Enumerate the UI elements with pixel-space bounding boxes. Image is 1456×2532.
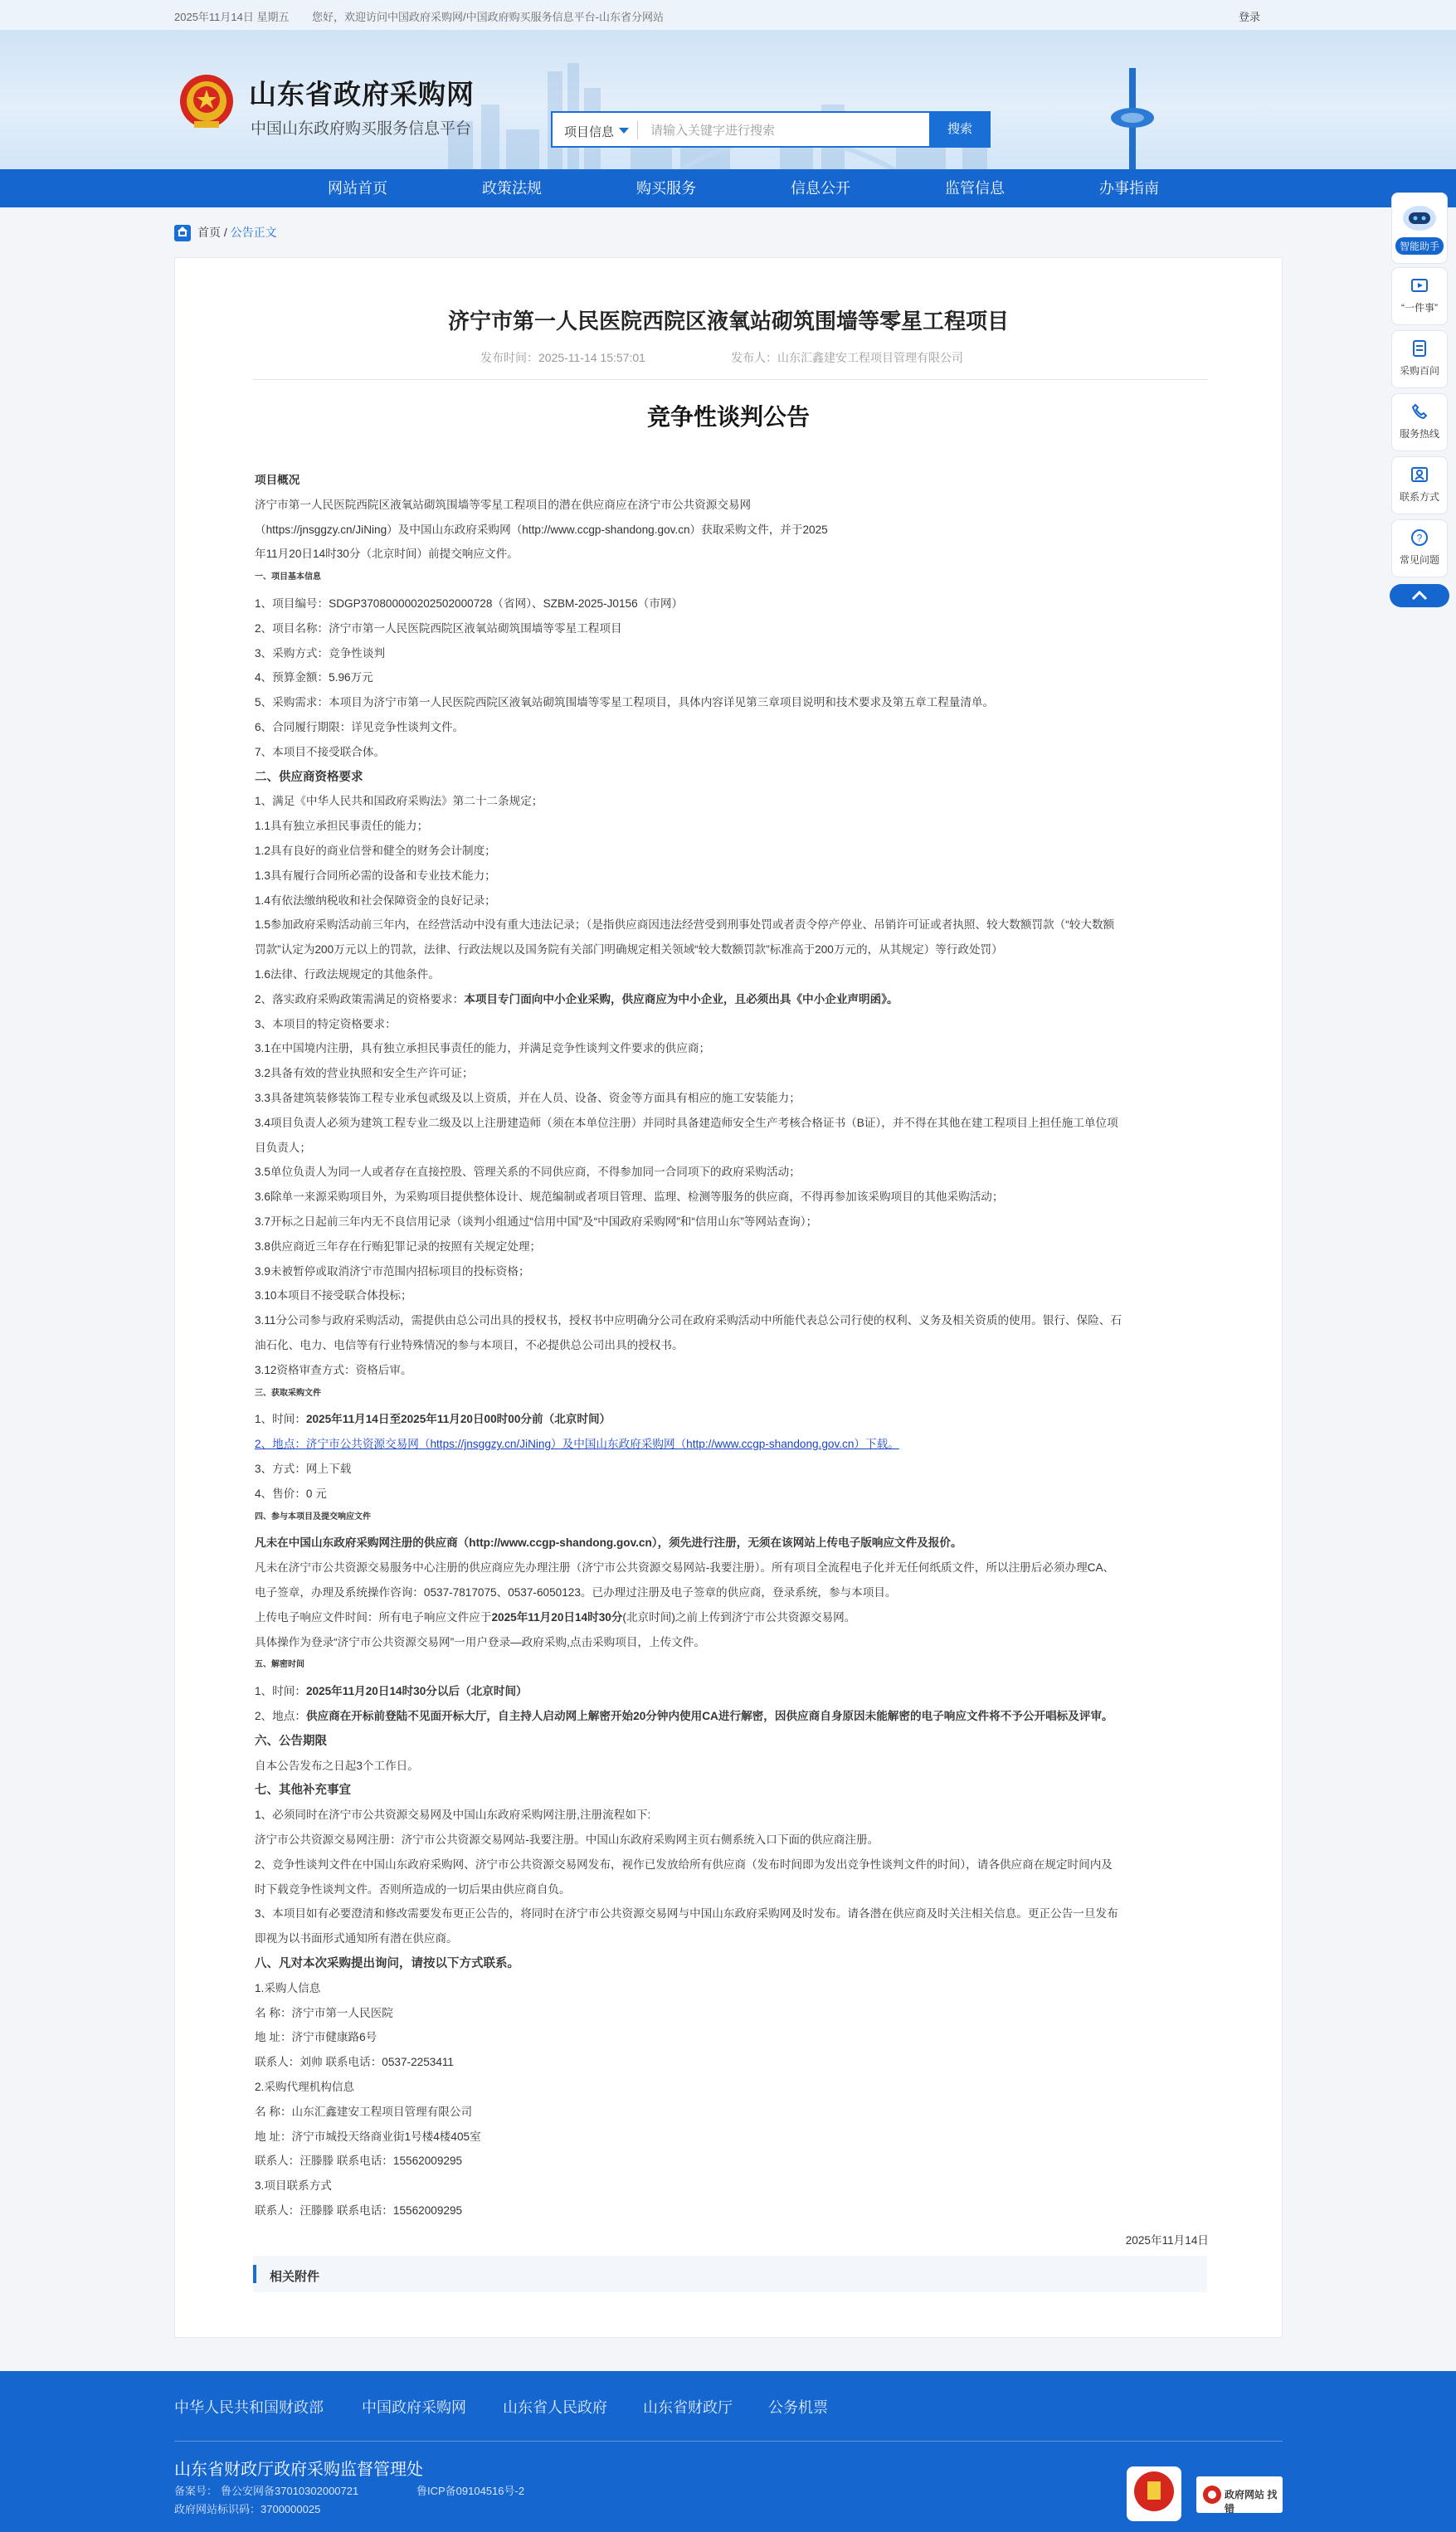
announcement-line: 2.采购代理机构信息 — [255, 2081, 355, 2093]
announcement-line: 具体操作为登录“济宁市公共资源交易网”一用户登录—政府采购,点击采购项目，上传文件。 — [255, 1635, 705, 1648]
nav-home[interactable]: 网站首页 — [328, 180, 387, 197]
welcome-text: 您好，欢迎访问中国政府采购网/中国政府购买服务信息平台-山东省分网站 — [312, 11, 664, 23]
announcement-line: 1、满足《中华人民共和国政府采购法》第二十二条规定； — [255, 795, 543, 808]
tower-landmark-decoration — [1095, 68, 1170, 169]
search-category-select[interactable]: 项目信息 — [564, 125, 615, 139]
announcement-line: 1、项目编号：SDGP370800000202502000728（省网）、SZBM-2025-J0156（市网） — [255, 597, 684, 610]
announcement-line: 1.5参加政府采购活动前三年内，在经营活动中没有重大违法记录；（是指供应商因违法经营受到刑事处罚或者责令停产停业、吊销许可证或者执照、较大数额罚款（“较大数额 — [255, 918, 1115, 932]
announcement-line: 名 称：济宁市第一人民医院 — [255, 2006, 393, 2019]
announcement-line: 一、项目基本信息 — [255, 572, 321, 582]
announcement-line: 目负责人； — [255, 1141, 311, 1154]
nav-guide[interactable]: 办事指南 — [1099, 180, 1159, 197]
announcement-panel — [174, 257, 1283, 2338]
announcement-line: 3、本项目的特定资格要求： — [255, 1017, 397, 1030]
announcement-line: 时下载竞争性谈判文件。否则所造成的一切后果由供应商自负。 — [255, 1882, 571, 1896]
announcement-line: 1.2具有良好的商业信誉和健全的财务会计制度； — [255, 845, 496, 857]
footer-link-air-tickets[interactable]: 公务机票 — [768, 2399, 828, 2416]
chevron-down-icon[interactable] — [619, 128, 629, 134]
announcement-line: 4、售价：0 元 — [255, 1487, 327, 1500]
current-date: 2025年11月14日 星期五 — [174, 11, 290, 23]
national-emblem-icon — [178, 71, 236, 133]
side-one-thing[interactable] — [1391, 267, 1448, 325]
search-input[interactable] — [649, 118, 893, 143]
side-label-one-thing: “一件事” — [1401, 302, 1438, 314]
announcement-line: 凡未在济宁市公共资源交易服务中心注册的供应商应先办理注册（济宁市公共资源交易网站-我要注册）。所有项目全流程电子化并无任何纸质文件，所以注册后必须办理CA、 — [255, 1561, 1115, 1575]
nav-disclosure[interactable]: 信息公开 — [791, 180, 850, 197]
announcement-line: 5、采购需求：本项目为济宁市第一人民医院西院区液氧站砌筑围墙等零星工程项目，具体内容详见第三章项目说明和技术要求及第五章工程量清单。 — [255, 696, 995, 709]
nav-services[interactable]: 购买服务 — [636, 180, 696, 197]
announcement-line: 3.12资格审查方式：资格后审。 — [255, 1363, 412, 1376]
nav-policy[interactable]: 政策法规 — [482, 180, 542, 197]
breadcrumb-home[interactable]: 首页 — [197, 226, 221, 239]
video-icon — [1410, 276, 1429, 295]
page-title: 济宁市第一人民医院西院区液氧站砌筑围墙等零星工程项目 — [447, 309, 1009, 334]
announcement-line: 济宁市公共资源交易网注册：济宁市公共资源交易网站-我要注册。中国山东政府采购网主页右侧系统入口下面的供应商注册。 — [255, 1833, 879, 1846]
announcement-line: 2、项目名称：济宁市第一人民医院西院区液氧站砌筑围墙等零星工程项目 — [255, 621, 622, 635]
top-bar — [0, 0, 1456, 30]
announcement-line: 2、地点：供应商在开标前登陆不见面开标大厅，自主持人启动网上解密开始20分钟内使用CA进行解密，因供应商自身原因未能解密的电子响应文件将不予公开唱标及评审。 — [255, 1710, 1113, 1722]
announcement-line: 3.3具备建筑装修装饰工程专业承包贰级及以上资质，并在人员、设备、资金等方面具有相应的施工安装能力； — [255, 1092, 801, 1104]
document-title: 竞争性谈判公告 — [646, 404, 810, 430]
announcement-line: 名 称：山东汇鑫建安工程项目管理有限公司 — [255, 2105, 473, 2118]
main-nav — [0, 169, 1456, 207]
site-code: 政府网站标识码：3700000025 — [174, 2503, 321, 2515]
robot-icon — [1399, 200, 1440, 233]
announcement-line: 项目概况 — [255, 474, 300, 486]
announcement-line: 3.11分公司参与政府采购活动，需提供由总公司出具的授权书，授权书中应明确分公司在政府采购活动中所能代表总公司行使的权利、义务及相关资质的使用。银行、保险、石 — [255, 1314, 1122, 1327]
announcement-line: 3.项目联系方式 — [255, 2179, 332, 2193]
announcement-line: 地 址：济宁市健康路6号 — [255, 2031, 377, 2044]
side-label-contact: 联系方式 — [1399, 491, 1439, 503]
side-faq-hundred[interactable] — [1391, 330, 1448, 388]
announcement-line: 3、本项目如有必要澄清和修改需要发布更正公告的，将同时在济宁市公共资源交易网与中国山东政府采购网及时发布。请各潜在供应商及时关注相关信息。更正公告一旦发布 — [255, 1907, 1118, 1921]
announcement-line: 3.6除单一来源采购项目外，为采购项目提供整体设计、规范编制或者项目管理、监理、检测等服务的供应商，不得再参加该采购项目的其他采购活动； — [255, 1191, 1004, 1204]
breadcrumb-current: 公告正文 — [230, 226, 277, 239]
announcement-line: 3.4项目负责人必须为建筑工程专业二级及以上注册建造师（须在本单位注册）并同时具备建造师安全生产考核合格证书（B证），并不得在其他在建工程项目上担任施工单位项 — [255, 1116, 1118, 1129]
footer-link-ccgp[interactable]: 中国政府采购网 — [362, 2399, 466, 2416]
question-icon — [1410, 528, 1429, 547]
police-record[interactable]: 鲁公安网备37010302000721 — [221, 2485, 359, 2497]
breadcrumb — [174, 224, 277, 241]
announcement-line: 自本公告发布之日起3个工作日。 — [255, 1759, 419, 1772]
signature-date: 2025年11月14日 — [1125, 2233, 1209, 2247]
announcement-line: 4、预算金额：5.96万元 — [255, 671, 373, 684]
announcement-line: 1、时间：2025年11月20日14时30分以后（北京时间） — [255, 1685, 528, 1698]
contact-card-icon — [1410, 465, 1429, 484]
publish-time: 发布时间：2025-11-14 15:57:01 — [480, 351, 645, 364]
login-link[interactable]: 登录 — [1239, 11, 1261, 23]
search-button[interactable]: 搜索 — [929, 111, 991, 148]
announcement-line: 济宁市第一人民医院西院区液氧站砌筑围墙等零星工程项目的潜在供应商应在济宁市公共资源交易网 — [255, 498, 752, 511]
party-gov-badge[interactable] — [1127, 2466, 1181, 2521]
side-hotline[interactable] — [1391, 393, 1448, 451]
announcement-line: 即视为以书面形式通知所有潜在供应商。 — [255, 1932, 458, 1945]
error-report-label: 政府网站 找错 — [1225, 2489, 1278, 2515]
announcement-line: 1、必须同时在济宁市公共资源交易网及中国山东政府采购网注册,注册流程如下: — [255, 1809, 651, 1822]
announcement-line: 1.3具有履行合同所必需的设备和专业技术能力； — [255, 869, 496, 882]
back-to-top-button[interactable] — [1390, 584, 1449, 607]
site-title: 山东省政府采购网 — [249, 79, 475, 110]
announcement-line: 联系人：汪滕滕 联系电话：15562009295 — [255, 2204, 463, 2217]
announcement-line: 八、凡对本次采购提出询问，请按以下方式联系。 — [255, 1957, 519, 1970]
announcement-line: 油石化、电力、电信等有行业特殊情况的参与本项目，不必提供总公司出具的授权书。 — [255, 1339, 684, 1351]
home-icon[interactable] — [174, 225, 191, 241]
site-subtitle: 中国山东政府购买服务信息平台 — [251, 120, 472, 138]
footer-link-sd-gov[interactable]: 山东省人民政府 — [503, 2399, 607, 2416]
announcement-line: 6、合同履行期限：详见竞争性谈判文件。 — [255, 721, 465, 733]
announcement-line: 3、采购方式：竞争性谈判 — [255, 646, 386, 660]
announcement-line: 罚款”认定为200万元以上的罚款，法律、行政法规以及国务院有关部门明确规定相关领域“较大数额罚款”标准高于200万元的，从其规定）等行政处罚） — [255, 943, 1003, 957]
document-icon — [1410, 339, 1429, 358]
error-report-badge[interactable] — [1196, 2476, 1283, 2513]
svg-text:?: ? — [1416, 532, 1423, 544]
announcement-line: 2、落实政府采购政策需满足的资格要求：本项目专门面向中小企业采购，供应商应为中小企业，且必须出具《中小企业声明函》。 — [255, 992, 898, 1005]
record-label: 备案号： — [174, 2485, 218, 2497]
site-footer — [0, 2371, 1456, 2532]
footer-link-mof[interactable]: 中华人民共和国财政部 — [174, 2399, 324, 2416]
side-label-hotline: 服务热线 — [1399, 428, 1439, 440]
side-label-faq-hundred: 采购百问 — [1399, 365, 1439, 377]
announcement-line: 四、参与本项目及提交响应文件 — [255, 1512, 371, 1522]
announcement-line: 3.5单位负责人为同一人或者存在直接控股、管理关系的不同供应商，不得参加同一合同项下的政府采购活动； — [255, 1166, 801, 1179]
search-divider — [637, 121, 638, 139]
announcement-line: 三、获取采购文件 — [255, 1388, 321, 1398]
announcement-line: 1.4有依法缴纳税收和社会保障资金的良好记录； — [255, 894, 496, 907]
announcement-line: 2、竞争性谈判文件在中国山东政府采购网、济宁市公共资源交易网发布，视作已发放给所有供应商（发布时间即为发出竞争性谈判文件的时间），请各供应商在规定时间内及 — [255, 1858, 1113, 1871]
footer-link-sd-finance[interactable]: 山东省财政厅 — [643, 2399, 733, 2416]
announcement-line: 二、供应商资格要求 — [255, 770, 363, 784]
announcement-line: 1、时间：2025年11月14日至2025年11月20日00时00分前（北京时间） — [255, 1413, 611, 1426]
announcement-line: 五、解密时间 — [255, 1660, 304, 1670]
announcement-line: 3.2具备有效的营业执照和安全生产许可证； — [255, 1067, 474, 1080]
announcement-line: 联系人：汪滕滕 联系电话：15562009295 — [255, 2155, 463, 2168]
error-report-icon — [1201, 2484, 1223, 2505]
announcement-line: 年11月20日14时30分（北京时间）前提交响应文件。 — [255, 548, 519, 561]
icp-record[interactable]: 鲁ICP备09104516号-2 — [416, 2485, 525, 2497]
attachments-section — [253, 2256, 1207, 2292]
announcement-line: 7、本项目不接受联合体。 — [255, 745, 386, 758]
nav-supervision[interactable]: 监管信息 — [945, 180, 1005, 197]
announcement-line: 地 址：济宁市城投天络商业街1号楼4楼405室 — [255, 2130, 481, 2143]
announcement-line: 1.1具有独立承担民事责任的能力； — [255, 820, 429, 833]
search-box — [551, 111, 991, 148]
announcement-line: 七、其他补充事宜 — [255, 1784, 351, 1798]
announcement-line: 上传电子响应文件时间：所有电子响应文件应于2025年11月20日14时30分(北京时间)之前上传到济宁市公共资源交易网。 — [255, 1610, 856, 1624]
party-gov-logo-icon — [1127, 2466, 1181, 2521]
announcement-line: 3.9未被暂停或取消济宁市范围内招标项目的投标资格； — [255, 1264, 530, 1278]
announcement-line: （https://jnsggzy.cn/JiNing）及中国山东政府采购网（http://www.ccgp-shandong.gov.cn）获取采购文件，并于2025 — [255, 523, 828, 536]
announcement-line: 1.6法律、行政法规规定的其他条件。 — [255, 968, 440, 981]
announcement-line: 3、方式：网上下载 — [255, 1463, 352, 1475]
side-common-questions[interactable] — [1391, 519, 1448, 577]
announcement-line: 3.7开标之日起前三年内无不良信用记录（谈判小组通过“信用中国”及“中国政府采购网”和“信用山东”等网站查询）； — [255, 1215, 818, 1228]
side-label-assistant: 智能助手 — [1395, 237, 1444, 255]
announcement-line[interactable]: 2、地点：济宁市公共资源交易网（https://jnsggzy.cn/JiNing）及中国山东政府采购网（http://www.ccgp-shandong.gov.cn）下载。 — [255, 1438, 899, 1451]
attachments-title: 相关附件 — [270, 2270, 320, 2284]
announcement-line: 六、公告期限 — [255, 1734, 327, 1748]
publisher: 发布人：山东汇鑫建安工程项目管理有限公司 — [731, 351, 963, 364]
announcement-line: 电子签章，办理及系统操作咨询：0537-7817075、0537-6050123。已办理过注册及电子签章的供应商，登录系统，参与本项目。 — [255, 1586, 897, 1599]
announcement-line: 3.10本项目不接受联合体投标； — [255, 1289, 412, 1303]
side-contact[interactable] — [1391, 456, 1448, 514]
announcement-line: 联系人：刘帅 联系电话：0537-2253411 — [255, 2056, 454, 2069]
footer-divider — [174, 2441, 1283, 2442]
side-label-common-questions: 常见问题 — [1399, 554, 1439, 566]
side-ai-assistant[interactable] — [1391, 192, 1448, 264]
chevron-up-icon — [1390, 584, 1449, 607]
footer-organization: 山东省财政厅政府采购监督管理处 — [174, 2461, 423, 2479]
announcement-line: 3.1在中国境内注册，具有独立承担民事责任的能力，并满足竞争性谈判文件要求的供应商； — [255, 1042, 711, 1055]
section-accent-bar — [253, 2265, 256, 2283]
site-header — [0, 30, 1456, 169]
announcement-line: 1.采购人信息 — [255, 1981, 321, 1994]
announcement-line: 凡未在中国山东政府采购网注册的供应商（http://www.ccgp-shandong.gov.cn），须先进行注册，无须在该网站上传电子版响应文件及报价。 — [255, 1536, 962, 1550]
breadcrumb-separator: / — [221, 226, 231, 239]
phone-icon — [1410, 402, 1429, 421]
title-divider — [253, 379, 1207, 380]
announcement-line: 3.8供应商近三年存在行贿犯罪记录的按照有关规定处理； — [255, 1239, 542, 1253]
